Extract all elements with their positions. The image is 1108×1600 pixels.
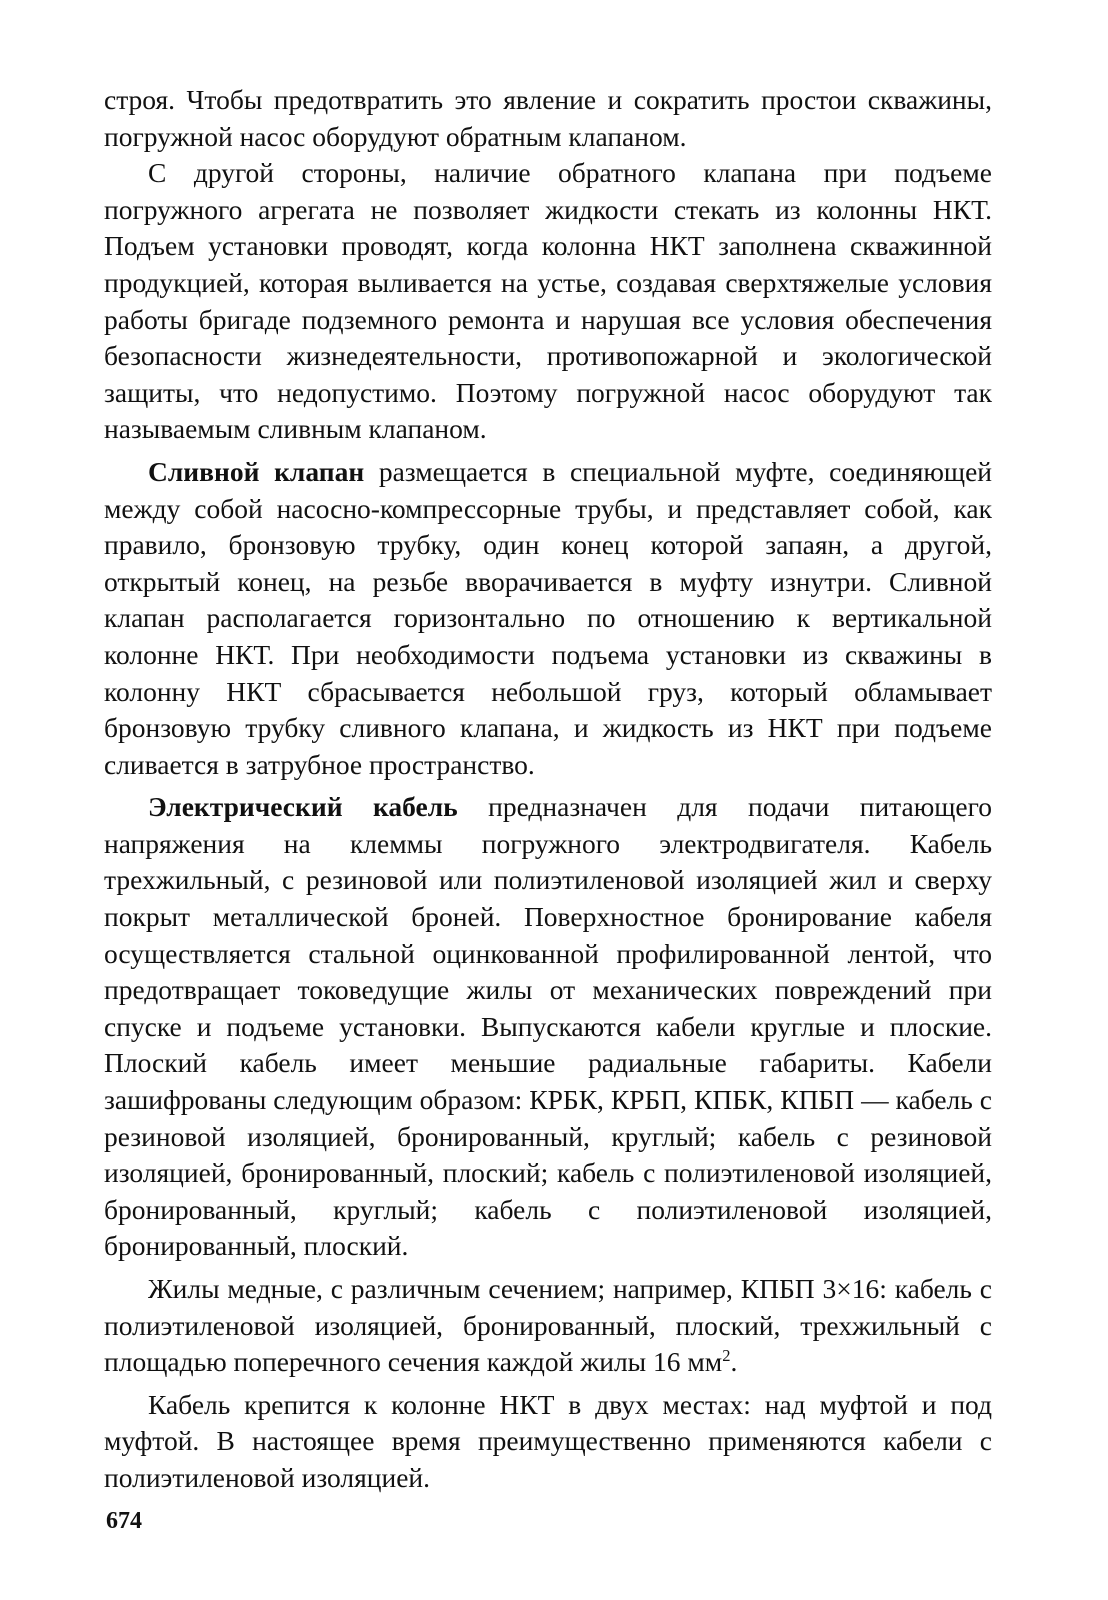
paragraph-tail: . [730, 1346, 738, 1378]
paragraph-text: С другой стороны, наличие обратного клапана при подъеме погружного агрегата не позволяет жидкости стекать из колонны НКТ. Подъем установки проводят, когда колонна НКТ заполнена скважинной продукцией, которая выливается на устье, создавая сверхтяжелые условия работы бригаде подземного ремонта и нарушая все условия обеспечения безопасности жизнедеятельности, противопожарной и экологической защиты, что недопустимо. Поэтому погружной насос оборудуют так называемым сливным клапаном. [104, 157, 992, 445]
paragraph-text: Жилы медные, с различным сечением; например, КПБП 3×16: кабель с полиэтиленовой изоляцией, бронированный, плоский, трехжильный с площадью поперечного сечения каждой жилы 16 мм [104, 1273, 992, 1378]
paragraph-text: размещается в специальной муфте, соединяющей между собой насосно-компрессорные трубы, и представляет собой, как правило, бронзовую трубку, один конец которой запаян, а другой, открытый конец, на резьбе вворачивается в муфту изнутри. Сливной клапан располагается горизонтально по отношению к вертикальной колонне НКТ. При необходимости подъема установки из скважины в колонну НКТ сбрасывается небольшой груз, который обламывает бронзовую трубку сливного клапана, и жидкость из НКТ при подъеме сливается в затрубное пространство. [104, 455, 992, 780]
document-body [104, 82, 992, 1497]
paragraph-text: Кабель крепится к колонне НКТ в двух местах: над муфтой и под муфтой. В настоящее время преимущественно применяются кабели с полиэтиленовой изоляцией. [104, 1388, 992, 1493]
paragraph-electric-cable [104, 789, 992, 1265]
superscript: 2 [722, 1346, 731, 1366]
paragraph-continuation [104, 82, 992, 155]
term-electric-cable: Электрический кабель [148, 791, 458, 823]
paragraph-cable-mounting [104, 1387, 992, 1497]
paragraph-check-valve [104, 155, 992, 448]
paragraph-drain-valve [104, 454, 992, 783]
paragraph-text: строя. Чтобы предотвратить это явление и сократить простои скважины, погружной насос оборудуют обратным клапаном. [104, 84, 992, 152]
term-drain-valve: Сливной клапан [148, 455, 365, 487]
paragraph-cores [104, 1271, 992, 1381]
paragraph-text: предназначен для подачи питающего напряжения на клеммы погружного электродвигателя. Кабель трехжильный, с резиновой или полиэтиленовой изоляцией жил и сверху покрыт металлической броней. Поверхностное бронирование кабеля осуществляется стальной оцинкованной профилированной лентой, что предотвращает токоведущие жилы от механических повреждений при спуске и подъеме установки. Выпускаются кабели круглые и плоские. Плоский кабель имеет меньшие радиальные габариты. Кабели зашифрованы следующим образом: КРБК, КРБП, КПБК, КПБП — кабель с резиновой изоляцией, бронированный, круглый; кабель с резиновой изоляцией, бронированный, плоский; кабель с полиэтиленовой изоляцией, бронированный, круглый; кабель с полиэтиленовой изоляцией, бронированный, плоский. [104, 791, 992, 1262]
page-number: 674 [106, 1508, 142, 1534]
